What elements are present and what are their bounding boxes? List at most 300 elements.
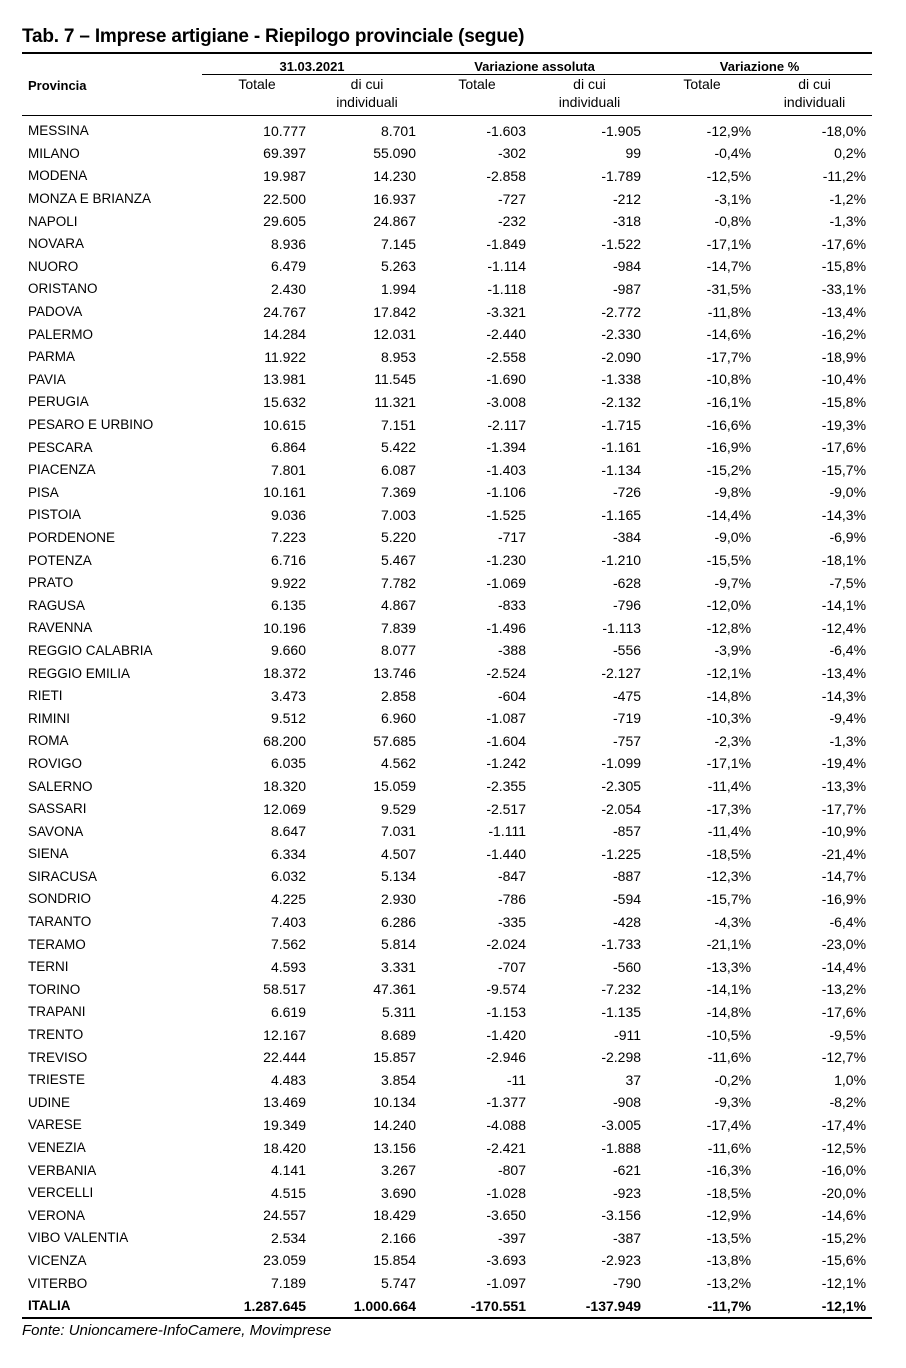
abs-var-totale: -807: [497, 1162, 527, 1179]
abs-var-totale: -3.650: [486, 1207, 527, 1224]
stock-totale: 6.334: [270, 845, 306, 862]
stock-totale: 19.349: [263, 1116, 306, 1133]
column-header-province: Provincia: [22, 75, 202, 116]
table-row: [22, 594, 872, 617]
stock-individuali: 13.746: [373, 665, 417, 682]
province-name: PAVIA: [28, 371, 66, 387]
table-row: [22, 526, 872, 549]
pct-var-individuali: -13,3%: [821, 778, 867, 795]
pct-var-totale: -18,5%: [706, 845, 752, 862]
province-name: ROVIGO: [28, 755, 83, 771]
abs-var-individuali: -137.949: [532, 1294, 647, 1318]
pct-var-totale: -0,4%: [714, 145, 752, 162]
pct-var-totale: -17,1%: [706, 755, 752, 772]
pct-var-individuali: -15,7%: [821, 461, 867, 478]
pct-var-totale: -9,8%: [714, 484, 752, 501]
province-name: SASSARI: [28, 801, 87, 817]
pct-var-individuali: -6,4%: [829, 642, 867, 659]
pct-var-individuali: -9,0%: [829, 484, 867, 501]
pct-var-individuali: -16,9%: [821, 890, 867, 907]
abs-var-totale: -604: [497, 687, 527, 704]
abs-var-individuali: -594: [613, 890, 642, 907]
pct-var-individuali: -18,1%: [821, 552, 867, 569]
pct-var-individuali: -20,0%: [821, 1184, 867, 1201]
table-row: [22, 549, 872, 572]
province-name: SALERNO: [28, 778, 93, 794]
stock-totale: 13.981: [263, 371, 306, 388]
province-name: VIBO VALENTIA: [28, 1230, 129, 1246]
pct-var-totale: -21,1%: [706, 936, 752, 953]
province-name: VERCELLI: [28, 1185, 94, 1201]
stock-individuali: 2.858: [380, 687, 417, 704]
stock-totale: 18.320: [263, 778, 306, 795]
pct-var-individuali: -8,2%: [829, 1094, 867, 1111]
pct-var-totale: -12,5%: [706, 167, 752, 184]
table-row: [22, 730, 872, 753]
abs-var-totale: -9.574: [486, 981, 527, 998]
pct-var-totale: -13,5%: [706, 1229, 752, 1246]
stock-individuali: 5.467: [380, 552, 417, 569]
stock-totale: 22.444: [263, 1049, 306, 1066]
pct-var-totale: -10,5%: [706, 1026, 752, 1043]
stock-totale: 12.167: [263, 1026, 306, 1043]
province-name: ROMA: [28, 733, 69, 749]
table-row: [22, 1046, 872, 1069]
stock-individuali: 8.953: [380, 348, 417, 365]
abs-var-totale: -302: [497, 145, 527, 162]
abs-var-totale: -1.087: [486, 710, 527, 727]
stock-individuali: 16.937: [373, 190, 417, 207]
province-name: MONZA E BRIANZA: [28, 191, 152, 207]
table-row: [22, 662, 872, 685]
pct-var-totale: -11,8%: [707, 303, 752, 320]
stock-totale: 23.059: [263, 1252, 306, 1269]
pct-var-individuali: -21,4%: [821, 845, 867, 862]
abs-var-individuali: -796: [613, 597, 642, 614]
table-row: [22, 1159, 872, 1182]
province-name: REGGIO EMILIA: [28, 665, 131, 681]
pct-var-totale: -12,9%: [706, 1207, 752, 1224]
table-row: [22, 775, 872, 798]
stock-individuali: 14.230: [373, 167, 417, 184]
province-name: PESCARA: [28, 439, 93, 455]
pct-var-individuali: -12,1%: [757, 1294, 872, 1318]
province-name: VARESE: [28, 1117, 82, 1133]
table-row: [22, 391, 872, 414]
stock-totale: 7.403: [270, 913, 306, 930]
abs-var-individuali: -1.715: [601, 416, 642, 433]
abs-var-totale: -707: [497, 958, 527, 975]
pct-var-individuali: -16,2%: [821, 326, 867, 343]
pct-var-individuali: -17,6%: [821, 1003, 867, 1020]
abs-var-totale: -2.355: [486, 778, 527, 795]
pct-var-individuali: -13,2%: [821, 981, 867, 998]
stock-totale: 14.284: [263, 326, 306, 343]
pct-var-totale: -11,6%: [707, 1139, 752, 1156]
table-row: [22, 639, 872, 662]
abs-var-totale: -727: [497, 190, 527, 207]
stock-individuali: 5.134: [380, 868, 417, 885]
table-row: [22, 752, 872, 775]
province-name: ITALIA: [22, 1294, 202, 1318]
pct-var-totale: -31,5%: [706, 280, 752, 297]
province-name: PORDENONE: [28, 529, 116, 545]
pct-var-totale: -15,2%: [706, 461, 752, 478]
stock-totale: 10.777: [263, 122, 306, 139]
pct-var-individuali: -16,0%: [821, 1162, 867, 1179]
abs-var-totale: -786: [497, 890, 527, 907]
stock-individuali: 2.930: [380, 890, 417, 907]
stock-individuali: 3.267: [380, 1162, 417, 1179]
pct-var-totale: -15,5%: [706, 552, 752, 569]
pct-var-totale: -10,8%: [706, 371, 752, 388]
abs-var-individuali: -384: [613, 529, 642, 546]
group-header-abs-variation: Variazione assoluta: [422, 53, 647, 75]
table-row: [22, 1272, 872, 1295]
abs-var-totale: -170.551: [422, 1294, 532, 1318]
table-row: [22, 1227, 872, 1250]
abs-var-individuali: -7.232: [601, 981, 642, 998]
pct-var-individuali: -14,6%: [821, 1207, 867, 1224]
abs-var-totale: -1.097: [486, 1275, 527, 1292]
province-name: MILANO: [28, 145, 80, 161]
abs-var-individuali: -2.772: [601, 303, 642, 320]
stock-individuali: 6.960: [380, 710, 417, 727]
table-row: [22, 617, 872, 640]
abs-var-totale: -2.421: [486, 1139, 527, 1156]
abs-var-totale: -2.558: [486, 348, 527, 365]
pct-var-individuali: -9,5%: [829, 1026, 867, 1043]
stock-totale: 8.647: [270, 823, 306, 840]
table-row: [22, 933, 872, 956]
pct-var-totale: -14,6%: [706, 326, 752, 343]
table-row: [22, 1204, 872, 1227]
stock-individuali: 6.286: [380, 913, 417, 930]
pct-var-individuali: -12,7%: [821, 1049, 867, 1066]
pct-var-totale: -12,9%: [706, 122, 752, 139]
province-name: SIRACUSA: [28, 868, 98, 884]
abs-var-totale: -3.008: [486, 393, 527, 410]
pct-var-totale: -16,9%: [706, 439, 752, 456]
stock-individuali: 57.685: [373, 732, 417, 749]
table-row: [22, 345, 872, 368]
province-name: PISTOIA: [28, 507, 82, 523]
table-row: [22, 323, 872, 346]
table-row: [22, 458, 872, 481]
pct-var-totale: -12,0%: [706, 597, 752, 614]
stock-totale: 10.615: [263, 416, 306, 433]
stock-totale: 9.660: [270, 642, 306, 659]
abs-var-totale: -1.114: [487, 258, 527, 275]
stock-totale: 4.483: [270, 1071, 306, 1088]
table-row: [22, 368, 872, 391]
abs-var-totale: -833: [497, 597, 527, 614]
table-row: [22, 707, 872, 730]
pct-var-individuali: -10,9%: [821, 823, 867, 840]
pct-var-totale: -14,8%: [706, 1003, 752, 1020]
abs-var-totale: -2.858: [486, 167, 527, 184]
abs-var-individuali: -2.127: [601, 665, 642, 682]
table-row: [22, 797, 872, 820]
abs-var-individuali: -212: [613, 190, 642, 207]
table-row: [22, 255, 872, 278]
stock-individuali: 7.151: [380, 416, 417, 433]
table-row: [22, 865, 872, 888]
province-name: NOVARA: [28, 236, 85, 252]
abs-var-individuali: -1.733: [601, 936, 642, 953]
abs-var-individuali: 37: [625, 1071, 642, 1088]
abs-var-totale: -2.524: [486, 665, 527, 682]
pct-var-individuali: -15,8%: [821, 393, 867, 410]
pct-var-totale: -13,8%: [706, 1252, 752, 1269]
abs-var-totale: -2.517: [486, 800, 527, 817]
province-name: TRIESTE: [28, 1072, 86, 1088]
abs-var-totale: -1.440: [486, 845, 527, 862]
abs-var-totale: -2.117: [487, 416, 527, 433]
abs-var-individuali: -621: [613, 1162, 642, 1179]
stock-totale: 12.069: [263, 800, 306, 817]
abs-var-totale: -1.111: [488, 823, 527, 840]
abs-var-individuali: -2.132: [601, 393, 642, 410]
stock-individuali: 12.031: [373, 326, 417, 343]
abs-var-individuali: -428: [613, 913, 642, 930]
pct-var-totale: -14,4%: [706, 506, 752, 523]
stock-individuali: 2.166: [380, 1229, 417, 1246]
stock-individuali: 1.994: [380, 280, 417, 297]
abs-var-individuali: -987: [613, 280, 642, 297]
abs-var-totale: -1.604: [486, 732, 527, 749]
stock-totale: 11.922: [264, 348, 306, 365]
province-name: SAVONA: [28, 823, 84, 839]
stock-individuali: 47.361: [373, 981, 417, 998]
abs-var-individuali: -1.522: [601, 235, 642, 252]
pct-var-individuali: -19,4%: [821, 755, 867, 772]
pct-var-individuali: -23,0%: [821, 936, 867, 953]
table-title: Tab. 7 – Imprese artigiane - Riepilogo provinciale (segue): [22, 26, 525, 47]
province-name: PALERMO: [28, 326, 94, 342]
pct-var-individuali: -15,6%: [821, 1252, 867, 1269]
pct-var-individuali: -11,2%: [822, 167, 867, 184]
province-name: PERUGIA: [28, 394, 89, 410]
abs-var-totale: -1.153: [486, 1003, 527, 1020]
pct-var-individuali: -19,3%: [821, 416, 867, 433]
column-header-di-cui-individuali: di cui individuali: [532, 75, 647, 116]
pct-var-totale: -3,9%: [714, 642, 752, 659]
province-name: TARANTO: [28, 914, 92, 930]
stock-totale: 10.161: [263, 484, 306, 501]
abs-var-individuali: -1.165: [601, 506, 642, 523]
abs-var-totale: -1.394: [486, 439, 527, 456]
pct-var-totale: -2,3%: [714, 732, 752, 749]
stock-totale: 4.515: [270, 1184, 306, 1201]
stock-totale: 3.473: [270, 687, 306, 704]
pct-var-totale: -10,3%: [706, 710, 752, 727]
province-name: RIMINI: [28, 710, 70, 726]
province-name: PIACENZA: [28, 462, 96, 478]
abs-var-individuali: -2.330: [601, 326, 642, 343]
pct-var-totale: -16,3%: [706, 1162, 752, 1179]
stock-totale: 7.801: [270, 461, 306, 478]
abs-var-totale: -1.118: [487, 280, 527, 297]
pct-var-totale: -13,3%: [706, 958, 752, 975]
column-header-totale: Totale: [202, 75, 312, 116]
stock-individuali: 7.839: [380, 619, 417, 636]
table-row: [22, 232, 872, 255]
pct-var-individuali: -17,6%: [821, 235, 867, 252]
province-name: PADOVA: [28, 304, 83, 320]
province-name: TERAMO: [28, 936, 86, 952]
stock-individuali: 7.782: [380, 574, 417, 591]
abs-var-individuali: -911: [614, 1026, 642, 1043]
stock-individuali: 9.529: [380, 800, 417, 817]
pct-var-totale: -9,7%: [714, 574, 752, 591]
pct-var-totale: -11,6%: [707, 1049, 752, 1066]
pct-var-individuali: -10,4%: [821, 371, 867, 388]
table-row: [22, 1001, 872, 1024]
stock-totale: 7.562: [270, 936, 306, 953]
abs-var-totale: -847: [497, 868, 527, 885]
stock-individuali: 7.031: [380, 823, 417, 840]
abs-var-individuali: -1.789: [601, 167, 642, 184]
table-row: [22, 1249, 872, 1272]
table-row: [22, 843, 872, 866]
stock-totale: 6.619: [270, 1003, 306, 1020]
pct-var-totale: -17,3%: [706, 800, 752, 817]
table-row: [22, 115, 872, 142]
pct-var-totale: -14,7%: [706, 258, 752, 275]
stock-individuali: 11.321: [374, 393, 417, 410]
province-name: RAVENNA: [28, 620, 93, 636]
stock-individuali: 15.059: [373, 778, 417, 795]
stock-individuali: 8.701: [380, 122, 417, 139]
pct-var-individuali: -17,7%: [821, 800, 867, 817]
table-row: [22, 571, 872, 594]
stock-individuali: 14.240: [373, 1116, 417, 1133]
stock-individuali: 7.369: [380, 484, 417, 501]
abs-var-individuali: -719: [613, 710, 642, 727]
abs-var-individuali: -1.161: [601, 439, 642, 456]
table-row: [22, 436, 872, 459]
stock-totale: 18.372: [263, 665, 306, 682]
abs-var-totale: -3.321: [486, 303, 527, 320]
pct-var-individuali: -12,4%: [821, 619, 867, 636]
stock-individuali: 5.747: [380, 1275, 417, 1292]
pct-var-totale: -14,8%: [706, 687, 752, 704]
stock-totale: 58.517: [263, 981, 306, 998]
province-name: MESSINA: [28, 123, 89, 139]
stock-totale: 9.922: [270, 574, 306, 591]
abs-var-individuali: -790: [613, 1275, 642, 1292]
pct-var-totale: -16,6%: [706, 416, 752, 433]
abs-var-totale: -1.069: [486, 574, 527, 591]
pct-var-totale: -16,1%: [706, 393, 752, 410]
stock-individuali: 5.422: [380, 439, 417, 456]
province-name: NAPOLI: [28, 213, 78, 229]
pct-var-totale: -13,2%: [706, 1275, 752, 1292]
province-name: REGGIO CALABRIA: [28, 642, 153, 658]
abs-var-individuali: -757: [613, 732, 642, 749]
province-name: TRENTO: [28, 1027, 84, 1043]
pct-var-individuali: -18,9%: [821, 348, 867, 365]
abs-var-totale: -1.849: [486, 235, 527, 252]
stock-totale: 7.223: [270, 529, 306, 546]
province-name: TRAPANI: [28, 1004, 86, 1020]
abs-var-individuali: -2.305: [601, 778, 642, 795]
abs-var-individuali: -3.005: [601, 1116, 642, 1133]
abs-var-individuali: -1.225: [601, 845, 642, 862]
abs-var-individuali: -857: [613, 823, 642, 840]
pct-var-individuali: -13,4%: [821, 303, 867, 320]
province-name: VICENZA: [28, 1252, 87, 1268]
stock-totale: 7.189: [270, 1275, 306, 1292]
abs-var-individuali: -628: [613, 574, 642, 591]
column-header-di-cui-individuali: di cui individuali: [757, 75, 872, 116]
stock-totale: 24.557: [263, 1207, 306, 1224]
table-row: [22, 820, 872, 843]
province-name: RAGUSA: [28, 597, 86, 613]
table-row: [22, 504, 872, 527]
abs-var-individuali: -726: [613, 484, 642, 501]
pct-var-totale: -12,3%: [706, 868, 752, 885]
province-name: UDINE: [28, 1094, 71, 1110]
group-header-date: 31.03.2021: [202, 53, 422, 75]
province-name: PRATO: [28, 575, 74, 591]
stock-individuali: 7.145: [380, 235, 417, 252]
column-header-di-cui-individuali: di cui individuali: [312, 75, 422, 116]
abs-var-totale: -1.496: [486, 619, 527, 636]
stock-totale: 4.593: [270, 958, 306, 975]
stock-individuali: 24.867: [373, 213, 417, 230]
stock-individuali: 10.134: [373, 1094, 417, 1111]
pct-var-individuali: -12,1%: [821, 1275, 867, 1292]
pct-var-totale: -18,5%: [706, 1184, 752, 1201]
stock-totale: 19.987: [263, 167, 306, 184]
province-name: VERONA: [28, 1207, 86, 1223]
stock-totale: 13.469: [263, 1094, 306, 1111]
abs-var-totale: -1.403: [486, 461, 527, 478]
province-name: POTENZA: [28, 552, 92, 568]
province-name: VERBANIA: [28, 1162, 97, 1178]
table-row: [22, 1181, 872, 1204]
abs-var-totale: -2.024: [486, 936, 527, 953]
table-row: [22, 187, 872, 210]
stock-individuali: 18.429: [373, 1207, 417, 1224]
province-name: PISA: [28, 484, 59, 500]
pct-var-totale: -15,7%: [706, 890, 752, 907]
pct-var-individuali: -15,2%: [821, 1229, 867, 1246]
stock-individuali: 3.690: [380, 1184, 417, 1201]
stock-individuali: 1.000.664: [312, 1294, 422, 1318]
abs-var-totale: -232: [497, 213, 527, 230]
abs-var-individuali: -1.888: [601, 1139, 642, 1156]
abs-var-individuali: -1.134: [601, 461, 642, 478]
abs-var-totale: -335: [497, 913, 527, 930]
stock-totale: 10.196: [263, 619, 306, 636]
abs-var-individuali: -2.298: [601, 1049, 642, 1066]
stock-individuali: 6.087: [380, 461, 417, 478]
stock-individuali: 8.689: [380, 1026, 417, 1043]
pct-var-individuali: -17,6%: [821, 439, 867, 456]
stock-totale: 6.035: [270, 755, 306, 772]
stock-totale: 18.420: [263, 1139, 306, 1156]
pct-var-individuali: 0,2%: [834, 145, 867, 162]
pct-var-totale: -14,1%: [706, 981, 752, 998]
table-row: [22, 142, 872, 165]
province-name: VITERBO: [28, 1275, 88, 1291]
stock-totale: 9.036: [270, 506, 306, 523]
abs-var-individuali: -3.156: [601, 1207, 642, 1224]
pct-var-individuali: -18,0%: [821, 122, 867, 139]
